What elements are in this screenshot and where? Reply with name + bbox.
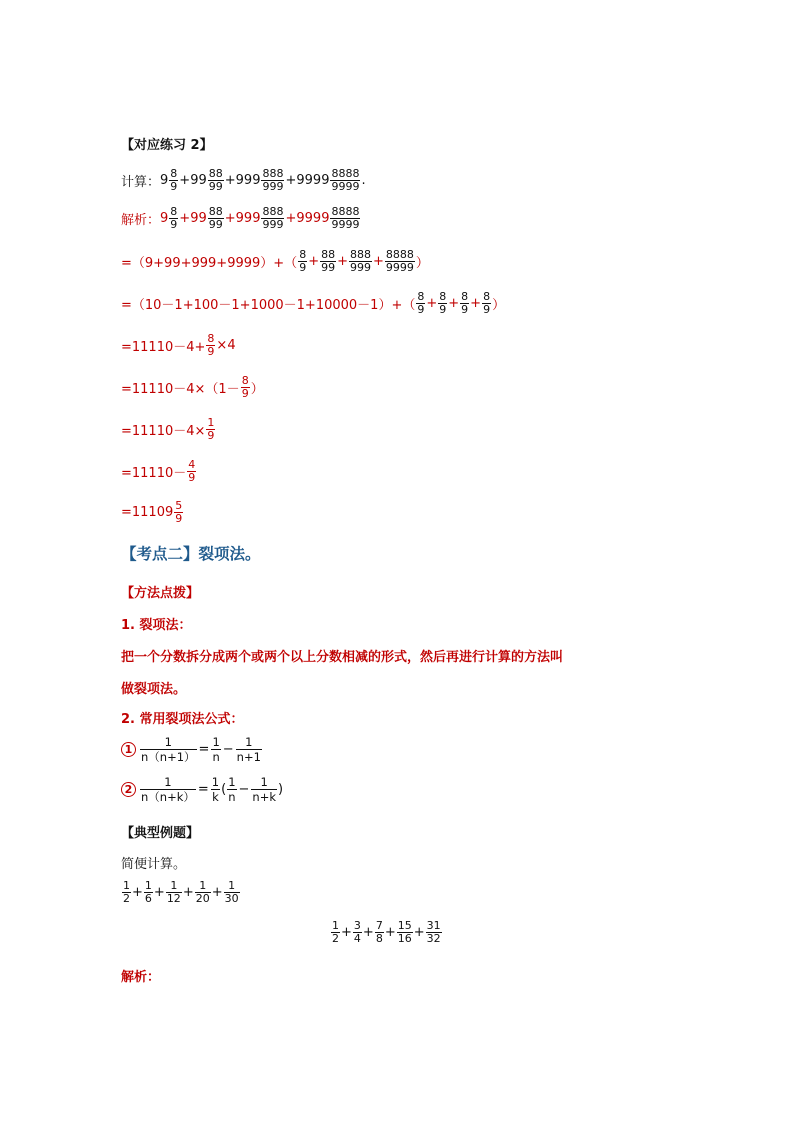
fraction: $\frac{1}{n(n+k)}$ bbox=[141, 775, 195, 804]
close-paren: ) bbox=[278, 782, 284, 797]
fraction: $\frac{1}{6}$ bbox=[144, 879, 152, 905]
plus-sign: + bbox=[153, 885, 165, 900]
term-whole: 99 bbox=[190, 173, 207, 188]
step-text: ×4 bbox=[216, 338, 236, 353]
period: . bbox=[361, 173, 366, 188]
plus-sign: + bbox=[448, 296, 460, 311]
term-whole: 999 bbox=[235, 173, 261, 188]
fraction: $\frac{8}{9}$ bbox=[439, 290, 447, 316]
point2-title bbox=[121, 708, 244, 727]
fraction: $\frac{8}{9}$ bbox=[207, 332, 215, 358]
equals-sign: = bbox=[197, 782, 209, 797]
term-whole: 999 bbox=[235, 211, 261, 226]
final-solution-label bbox=[121, 966, 160, 985]
fraction: $\frac{1}{2}$ bbox=[332, 919, 339, 945]
plus-sign: + bbox=[211, 885, 223, 900]
term-whole: 9999 bbox=[296, 211, 330, 226]
fraction: $\frac{888}{999}$ bbox=[262, 167, 284, 193]
plus-sign: + bbox=[224, 173, 236, 188]
method-title bbox=[121, 582, 199, 601]
solution-step-4 bbox=[121, 333, 236, 358]
fraction: $\frac{4}{9}$ bbox=[188, 458, 196, 484]
fraction: $\frac{1}{9}$ bbox=[207, 416, 215, 442]
solution-step-5 bbox=[121, 375, 264, 400]
fraction: $\frac{8888}{9999}$ bbox=[385, 248, 414, 274]
example-intro bbox=[121, 853, 186, 872]
point1-title bbox=[121, 614, 192, 633]
fraction: $\frac{1}{n(n+1)}$ bbox=[141, 735, 196, 764]
fraction: $\frac{8}{9}$ bbox=[170, 205, 178, 231]
open-paren: ( bbox=[221, 782, 227, 797]
fraction: $\frac{1}{n}$ bbox=[212, 735, 220, 764]
fraction: $\frac{3}{4}$ bbox=[353, 919, 361, 945]
solution-label: 解析： bbox=[121, 213, 161, 228]
minus-sign: − bbox=[222, 742, 234, 757]
practice-title-text: 【对应练习 2】 bbox=[121, 138, 213, 153]
solution-step-2 bbox=[121, 249, 429, 274]
step-text: ） bbox=[415, 256, 429, 271]
formula-2 bbox=[121, 775, 283, 804]
equals-sign: = bbox=[198, 742, 210, 757]
example-title bbox=[121, 822, 199, 841]
step-text: =11110－4+ bbox=[121, 340, 206, 355]
point1-text-b bbox=[121, 678, 186, 697]
step-text: =（10－1+100－1+1000－1+10000－1）+（ bbox=[121, 298, 416, 313]
plus-sign: + bbox=[341, 925, 352, 940]
plus-sign: + bbox=[224, 211, 236, 226]
fraction: $\frac{88}{99}$ bbox=[208, 167, 223, 193]
step-text: =（9+99+999+9999）+（ bbox=[121, 256, 298, 271]
fraction: $\frac{1}{2}$ bbox=[123, 879, 130, 905]
plus-sign: + bbox=[132, 885, 143, 900]
plus-sign: + bbox=[179, 211, 191, 226]
step-text: =11110－4× bbox=[121, 424, 206, 439]
fraction: $\frac{1}{n}$ bbox=[228, 775, 236, 804]
plus-sign: + bbox=[426, 296, 438, 311]
solution-step-8 bbox=[121, 500, 184, 525]
practice-title bbox=[121, 134, 213, 153]
problem-line bbox=[121, 168, 366, 193]
calc-label: 计算： bbox=[121, 175, 161, 190]
term-whole: 9 bbox=[160, 211, 169, 226]
fraction: $\frac{8888}{9999}$ bbox=[331, 205, 360, 231]
fraction: $\frac{1}{12}$ bbox=[166, 879, 181, 905]
example-1 bbox=[121, 880, 241, 905]
plus-sign: + bbox=[179, 173, 191, 188]
fraction: $\frac{8}{9}$ bbox=[299, 248, 307, 274]
plus-sign: + bbox=[308, 254, 320, 269]
solution-line-1 bbox=[121, 206, 361, 231]
fraction: $\frac{8}{9}$ bbox=[170, 167, 178, 193]
fraction: $\frac{88}{99}$ bbox=[208, 205, 223, 231]
term-whole: 99 bbox=[190, 211, 207, 226]
example-title-text: 【典型例题】 bbox=[121, 826, 200, 841]
step-text: =11110－ bbox=[121, 466, 187, 481]
step-text: ） bbox=[492, 298, 506, 313]
plus-sign: + bbox=[413, 925, 425, 940]
paragraph-text: 把一个分数拆分成两个或两个以上分数相减的形式，然后再进行计算的方法叫 bbox=[121, 650, 564, 665]
fraction: $\frac{888}{999}$ bbox=[262, 205, 284, 231]
method-title-text: 【方法点拨】 bbox=[121, 586, 200, 601]
circled-number-2: 2 bbox=[121, 782, 136, 797]
formula-1 bbox=[121, 735, 263, 764]
solution-step-6 bbox=[121, 417, 216, 442]
plus-sign: + bbox=[337, 254, 348, 269]
fraction: $\frac{5}{9}$ bbox=[175, 499, 183, 525]
fraction: $\frac{1}{k}$ bbox=[211, 775, 220, 804]
point1-text-a bbox=[121, 646, 563, 665]
fraction: $\frac{8}{9}$ bbox=[417, 290, 425, 316]
plus-sign: + bbox=[470, 296, 482, 311]
fraction: $\frac{8}{9}$ bbox=[461, 290, 469, 316]
fraction: $\frac{8}{9}$ bbox=[241, 374, 249, 400]
step-text: =11110－4×（1－ bbox=[121, 382, 240, 397]
fraction: $\frac{7}{8}$ bbox=[375, 919, 383, 945]
plus-sign: + bbox=[373, 254, 384, 269]
topic-title-text: 【考点二】裂项法。 bbox=[121, 545, 261, 563]
step-text: ） bbox=[250, 382, 264, 397]
minus-sign: − bbox=[238, 782, 250, 797]
paragraph-text: 做裂项法。 bbox=[121, 682, 187, 697]
example-intro-text: 简便计算。 bbox=[121, 857, 187, 872]
plus-sign: + bbox=[285, 211, 297, 226]
fraction: $\frac{1}{30}$ bbox=[224, 879, 239, 905]
term-whole: 9 bbox=[160, 173, 169, 188]
circled-number-1: 1 bbox=[121, 742, 136, 757]
fraction: $\frac{88}{99}$ bbox=[321, 248, 336, 274]
topic-title bbox=[121, 542, 261, 564]
fraction: $\frac{1}{n+k}$ bbox=[252, 775, 277, 804]
solution-label: 解析： bbox=[121, 970, 161, 985]
point1-title-text: 1. 裂项法： bbox=[121, 618, 192, 633]
point2-title-text: 2. 常用裂项法公式： bbox=[121, 712, 244, 727]
plus-sign: + bbox=[285, 173, 297, 188]
step-text: =11109 bbox=[121, 505, 174, 520]
fraction: $\frac{8}{9}$ bbox=[483, 290, 491, 316]
fraction: $\frac{31}{32}$ bbox=[426, 919, 441, 945]
term-whole: 9999 bbox=[296, 173, 330, 188]
plus-sign: + bbox=[384, 925, 396, 940]
fraction: $\frac{888}{999}$ bbox=[350, 248, 371, 274]
solution-step-3 bbox=[121, 291, 505, 316]
example-2 bbox=[330, 920, 443, 945]
fraction: $\frac{1}{n+1}$ bbox=[236, 735, 261, 764]
fraction: $\frac{15}{16}$ bbox=[397, 919, 412, 945]
solution-step-7 bbox=[121, 459, 197, 484]
plus-sign: + bbox=[182, 885, 194, 900]
fraction: $\frac{8888}{9999}$ bbox=[331, 167, 360, 193]
fraction: $\frac{1}{20}$ bbox=[195, 879, 210, 905]
plus-sign: + bbox=[362, 925, 374, 940]
